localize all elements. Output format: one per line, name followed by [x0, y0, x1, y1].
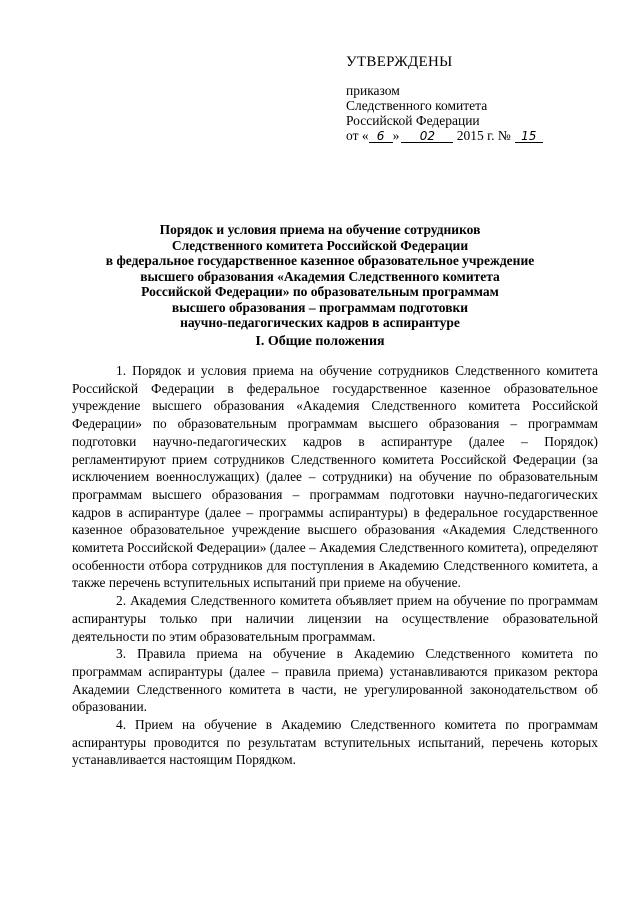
handwritten-day: 6 [369, 130, 393, 143]
approval-title: УТВЕРЖДЕНЫ [346, 54, 453, 70]
document-body [72, 362, 598, 769]
section-title: I. Общие положения [255, 334, 385, 349]
date-mid: » [392, 128, 400, 143]
handwritten-month: 02 [401, 130, 453, 143]
approval-line-order: приказом [346, 83, 400, 98]
paragraph-2: 2. Академия Следственного комитета объявляет прием на обучение по программам аспирантуры только при наличии лицензии на осуществление образовательной деятельности по этим образовательным программам. [72, 593, 598, 644]
heading-line: Российской Федерации» по образовательным программам [141, 284, 499, 299]
date-year: 2015 г. № [456, 128, 511, 143]
heading-line: в федеральное государственное казенное образовательное учреждение [105, 253, 535, 268]
approval-block [346, 54, 626, 143]
paragraph-4: 4. Прием на обучение в Академию Следственного комитета по программам аспирантуры проводится по результатам вступительных испытаний, перечень которых устанавливается настоящим Порядком. [72, 717, 598, 768]
heading-line: научно-педагогических кадров в аспирантуре [180, 315, 460, 330]
heading-line: Порядок и условия приема на обучение сотрудников [159, 222, 481, 237]
heading-line: высшего образования – программам подготовки [171, 299, 469, 315]
paragraph-3: 3. Правила приема на обучение в Академию Следственного комитета по программам аспирантуры (далее – правила приема) устанавливаются приказом ректора Академии Следственного комитета в части, не урегулированной законодательством об образовании. [72, 646, 598, 715]
heading-line: высшего образования «Академия Следственного комитета [140, 268, 500, 284]
date-prefix: от « [346, 128, 369, 143]
approval-line-committee: Следственного комитета [346, 98, 488, 113]
document-heading [60, 222, 580, 331]
handwritten-order-number: 15 [515, 130, 543, 143]
heading-line: Следственного комитета Российской Федерации [171, 237, 469, 253]
paragraph-1: 1. Порядок и условия приема на обучение сотрудников Следственного комитета Российской Федерации в федеральное государственное казенное образовательное учреждение высшего образования «Академия Следственного комитета Российской Федерации» по образовательным программам высшего образования – программам подготовки научно-педагогических кадров в аспирантуре (далее – Порядок) регламентируют прием сотрудников Следственного комитета Российской Федерации (за исключением военнослужащих) (далее – сотрудники) на обучение по образовательным программам высшего образования – программам подготовки научно-педагогических кадров в аспирантуре (далее – программы аспирантуры) в федеральное государственное казенное образовательное учреждение высшего образования «Академия Следственного комитета Российской Федерации» (далее – Академия Следственного комитета), определяют особенности отбора сотрудников для поступления в Академию Следственного комитета, а также перечень вступительных испытаний при приеме на обучение. [72, 363, 598, 591]
approval-line-federation: Российской Федерации [346, 113, 480, 128]
approval-date-line [346, 128, 626, 143]
